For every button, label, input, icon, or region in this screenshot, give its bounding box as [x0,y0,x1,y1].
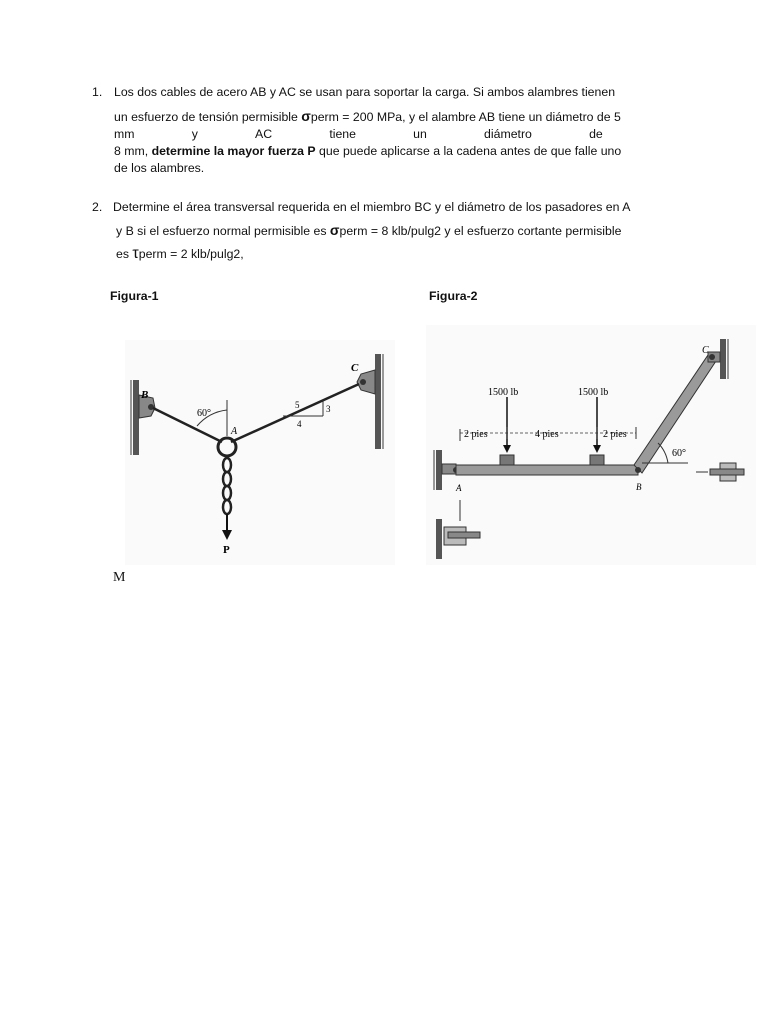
load-block-1 [500,455,514,465]
label-a: A [456,483,462,493]
label-b: B [636,482,642,492]
angle-label: 60° [197,408,211,419]
load-2-label: 1500 lb [578,387,609,398]
load-label: P [223,544,230,556]
label-c: C [351,362,359,374]
figure-1-label: Figura-1 [110,289,159,303]
label-a: A [231,426,238,437]
angle-label: 60° [672,448,686,459]
tau-symbol: τ [132,245,139,262]
load-block-2 [590,455,604,465]
sigma-symbol: σ [329,222,340,238]
dim-3-label: 2 pies [603,429,627,440]
left-wall [436,450,442,490]
left-wall [133,380,139,455]
problem-2-line-2: y B si el esfuerzo normal permisible es σperm = 8 klb/pulg2 y el esfuerzo cortante permisible [116,222,622,238]
problem-1-line-5: de los alambres. [114,161,205,175]
stray-mark: M [113,570,126,585]
problem-1-line-2: un esfuerzo de tensión permisible σperm = 200 MPa, y el alambre AB tiene un diámetro de 5 [114,108,621,124]
figure-1-cable-diagram [125,340,395,565]
label-b: B [141,389,149,401]
figure-2-label: Figura-2 [429,289,478,303]
beam-ab [456,465,638,475]
slope-rise: 3 [326,404,331,414]
right-wall [720,339,726,379]
problem-2-number: 2. [92,200,103,214]
label-c: C [702,345,709,356]
dim-2-label: 4 pies [535,429,559,440]
problem-1-line-4: 8 mm, determine la mayor fuerza P que puede aplicarse a la cadena antes de que falle uno [114,144,622,158]
problem-1-number: 1. [92,85,103,99]
problem-1-line-3: mm y AC tiene un diámetro de [114,127,603,141]
problem-1-line-1: Los dos cables de acero AB y AC se usan para soportar la carga. Si ambos alambres tienen [114,85,616,99]
figure-2-frame-diagram [426,325,756,565]
slope-run: 4 [297,419,302,429]
load-1-label: 1500 lb [488,387,519,398]
right-wall [375,354,381,449]
sigma-symbol: σ [301,108,311,124]
slope-hyp: 5 [295,400,300,410]
dim-1-label: 2 pies [464,429,488,440]
problem-2-line-1: Determine el área transversal requerida en el miembro BC y el diámetro de los pasadores en A [113,200,631,214]
problem-2-line-3: es τperm = 2 klb/pulg2, [116,245,244,262]
